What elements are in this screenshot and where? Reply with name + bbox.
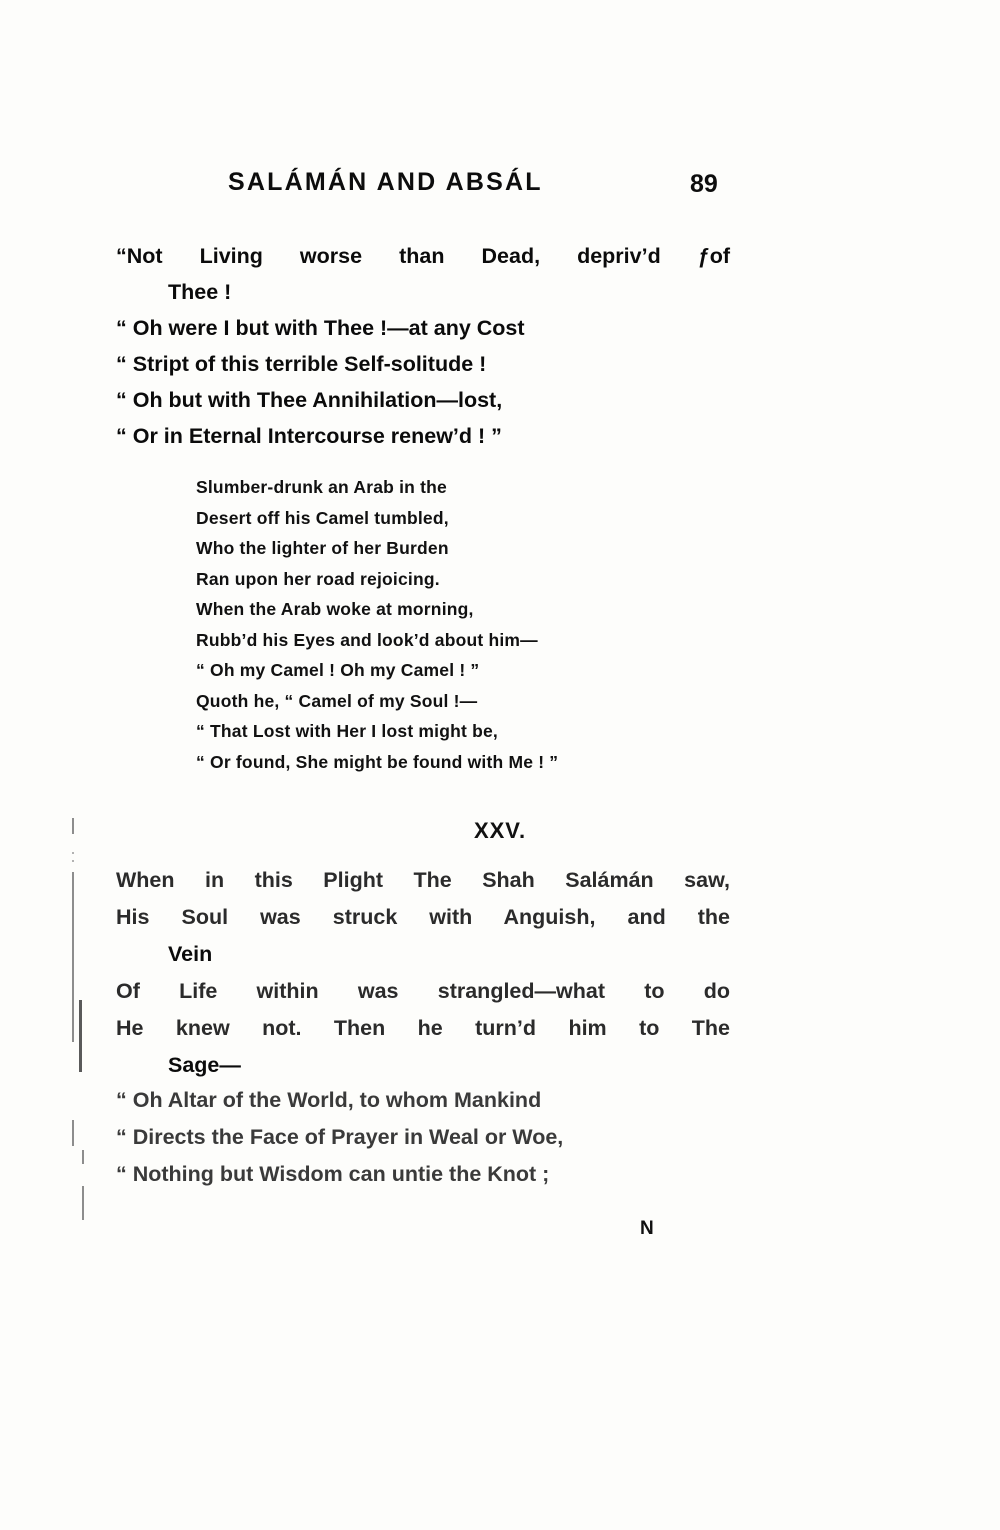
stanza-line: Desert off his Camel tumbled, bbox=[196, 507, 449, 528]
verse-line: When in this Plight The Shah Salámán saw, bbox=[116, 868, 730, 892]
page-folio-number: 89 bbox=[690, 170, 718, 198]
margin-artifact-dot bbox=[72, 860, 74, 862]
margin-artifact-rule bbox=[82, 1150, 84, 1164]
verse-block-main bbox=[116, 238, 730, 454]
stanza-line: Slumber-drunk an Arab in the bbox=[196, 477, 447, 497]
verse-line-runover: Sage— bbox=[168, 1053, 241, 1077]
stanza-line: Ran upon her road rejoicing. bbox=[196, 568, 440, 589]
margin-artifact-rule bbox=[72, 872, 74, 1042]
verse-line: He knew not. Then he turn’d him to The bbox=[116, 1016, 730, 1040]
verse-line: “ Oh were I but with Thee !—at any Cost bbox=[116, 316, 525, 340]
section-number-heading: XXV. bbox=[473, 818, 527, 843]
margin-artifact-rule bbox=[72, 1120, 74, 1146]
verse-line: “ Nothing but Wisdom can untie the Knot ; bbox=[116, 1162, 550, 1186]
verse-line: “ Stript of this terrible Self-solitude ! bbox=[116, 352, 487, 376]
stanza-line: “ Oh my Camel ! Oh my Camel ! ” bbox=[196, 660, 480, 680]
page-running-head: SALÁMÁN AND ABSÁL bbox=[228, 168, 543, 196]
verse-line: “ Oh but with Thee Annihilation—lost, bbox=[116, 388, 503, 412]
stanza-line: “ Or found, She might be found with Me ! ” bbox=[196, 751, 559, 772]
verse-line-runover: Thee ! bbox=[168, 280, 232, 304]
stanza-line: “ That Lost with Her I lost might be, bbox=[196, 721, 498, 741]
stanza-line: Quoth he, “ Camel of my Soul !— bbox=[196, 690, 478, 711]
verse-line: “Not Living worse than Dead, depriv’d ƒof bbox=[116, 244, 730, 268]
verse-line: “ Oh Altar of the World, to whom Mankind bbox=[116, 1088, 542, 1112]
verse-line: “ Directs the Face of Prayer in Weal or Woe, bbox=[116, 1125, 564, 1149]
signature-mark: N bbox=[640, 1218, 654, 1239]
verse-line: Of Life within was strangled—what to do bbox=[116, 979, 730, 1003]
margin-artifact-rule bbox=[79, 1000, 82, 1072]
stanza-line: When the Arab woke at morning, bbox=[196, 599, 474, 619]
verse-line: “ Or in Eternal Intercourse renew’d ! ” bbox=[116, 424, 502, 448]
margin-artifact-rule bbox=[82, 1186, 84, 1220]
margin-artifact-rule bbox=[72, 818, 74, 834]
verse-line-runover: Vein bbox=[168, 942, 213, 966]
verse-block-section-xxv bbox=[116, 862, 730, 1195]
stanza-line: Rubb’d his Eyes and look’d about him— bbox=[196, 629, 538, 650]
verse-block-indented-stanza bbox=[196, 472, 696, 777]
margin-artifact-dot bbox=[72, 852, 74, 854]
stanza-line: Who the lighter of her Burden bbox=[196, 538, 449, 558]
verse-line: His Soul was struck with Anguish, and the bbox=[116, 905, 730, 929]
